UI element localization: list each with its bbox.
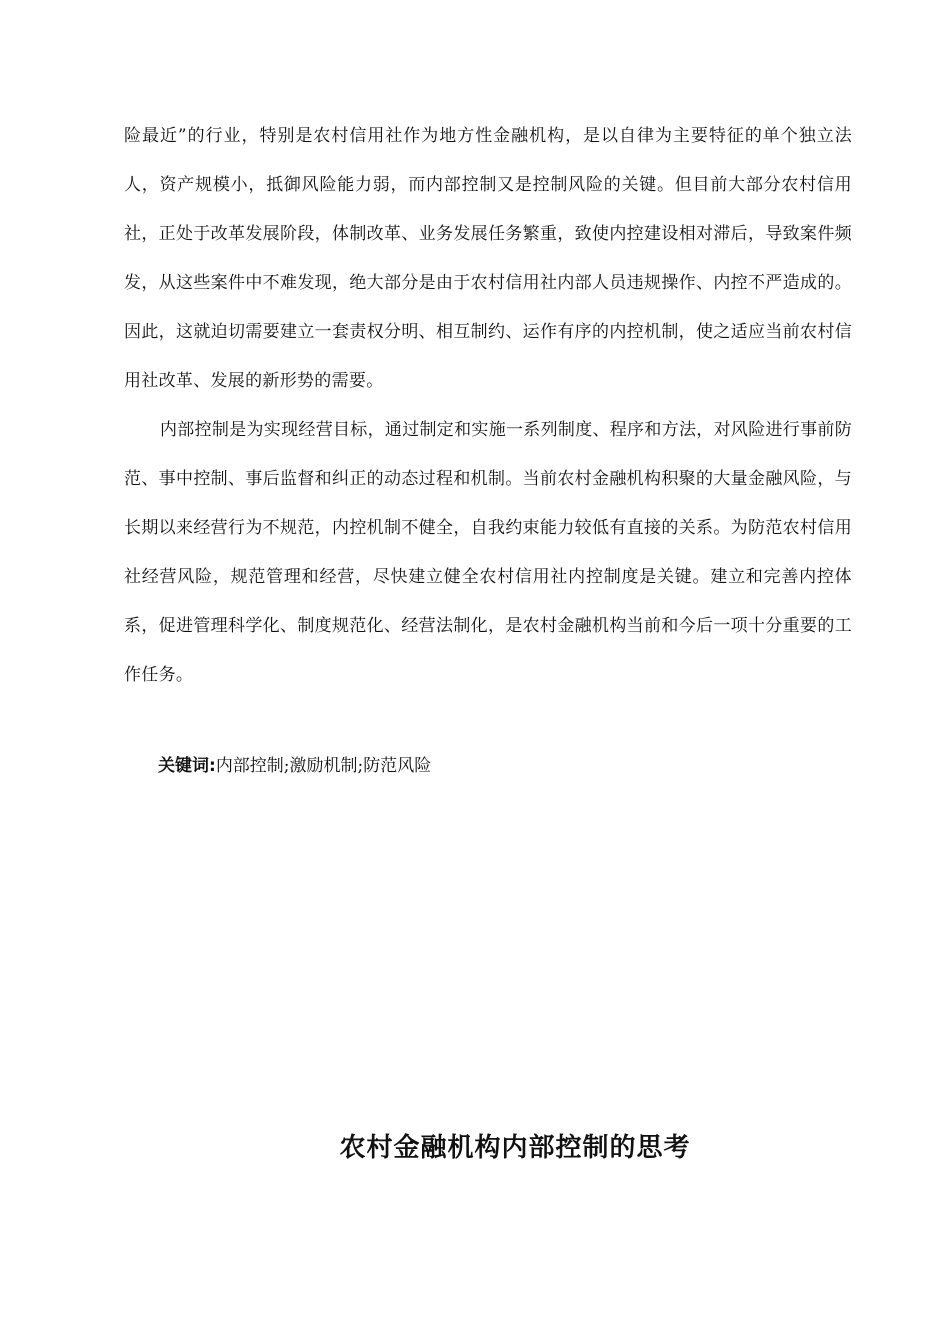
keywords-value: 内部控制;激励机制;防范风险 [215, 756, 432, 776]
body-paragraph-2: 内部控制是为实现经营目标，通过制定和实施一系列制度、程序和方法，对风险进行事前防范、事中控制、事后监督和纠正的动态过程和机制。当前农村金融机构积聚的大量金融风险，与长期以来经营行为不规范，内控机制不健全，自我约束能力较低有直接的关系。为防范农村信用社经营风险，规范管理和经营，尽快建立健全农村信用社内控制度是关键。建立和完善内控体系，促进管理科学化、制度规范化、经营法制化，是农村金融机构当前和今后一项十分重要的工作任务。 [124, 420, 852, 685]
keywords-label: 关键词: [158, 756, 216, 776]
document-title: 农村金融机构内部控制的思考 [339, 1133, 691, 1163]
keywords-line [158, 754, 431, 778]
body-paragraph-1: 险最近”的行业，特别是农村信用社作为地方性金融机构，是以自律为主要特征的单个独立法人，资产规模小，抵御风险能力弱，而内部控制又是控制风险的关键。但目前大部分农村信用社，正处于改革发展阶段，体制改革、业务发展任务繁重，致使内控建设相对滞后，导致案件频发，从这些案件中不难发现，绝大部分是由于农村信用社内部人员违规操作、内控不严造成的。因此，这就迫切需要建立一套责权分明、相互制约、运作有序的内控机制，使之适应当前农村信用社改革、发展的新形势的需要。 [124, 126, 852, 391]
